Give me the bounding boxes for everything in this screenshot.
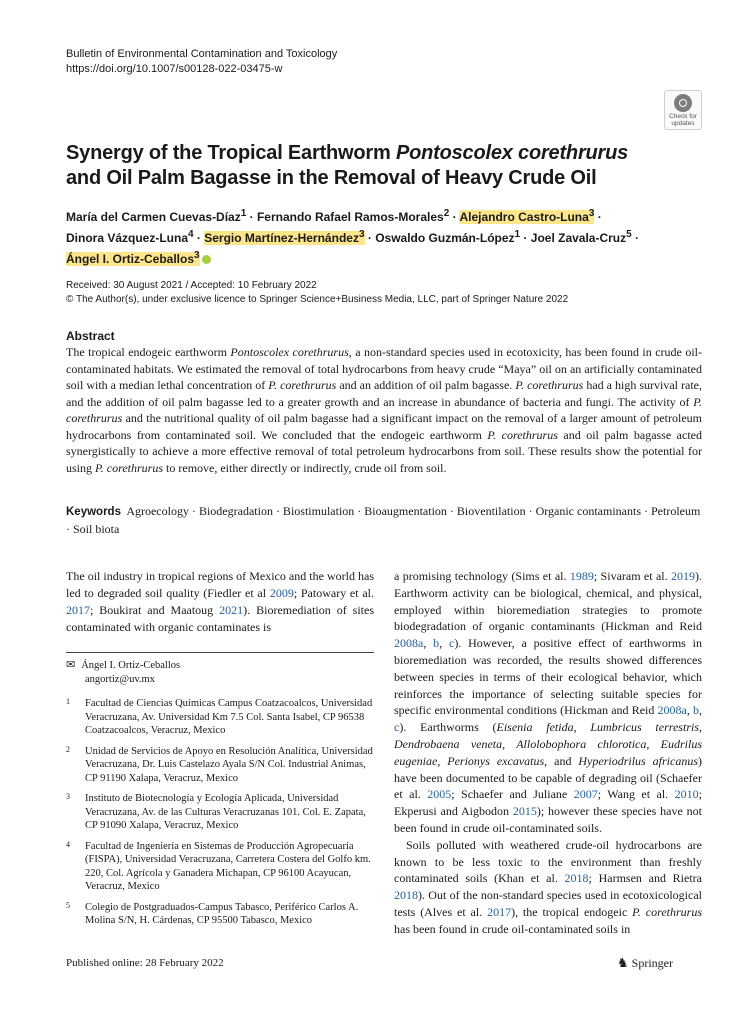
citation-link[interactable]: 2010 xyxy=(674,787,699,802)
author-name[interactable]: Oswaldo Guzmán-López$^1$ xyxy=(375,229,521,245)
author-name-highlighted[interactable]: Sergio Martínez-Hernández$^3$ xyxy=(204,229,365,245)
keywords-list: Agroecology · Biodegradation · Biostimulation · Bioaugmentation · Bioventilation · Organic contaminants · Petroleum · Soil biota xyxy=(66,504,701,536)
paragraph: a promising technology (Sims et al. 1989; Sivaram et al. 2019). Earthworm activity can be biological, chemical, and physical, employed within bioremediation strategies to promote biodegradation of organic contaminants (Hickman and Reid 2008a, b, c). However, a positive effect of earthworms in bioremediation was recorded, the results showed differences between species in terms of their ecological behavior, which reinforces the importance of selecting suitable species for specific environmental conditions (Hickman and Reid 2008a, b, c). Earthworms (Eisenia fetida, Lumbricus terrestris, Dendrobaena veneta, Allolobophora chlorotica, Eudrilus eugeniae, Perionys excavatus, and Hyperiodrilus africanus) have been documented to be capable of degrading oil (Schaefer et al. 2005; Schaefer and Juliane 2007; Wang et al. 2010; Ekperusi and Aigbodon 2015); however these species have not been found in crude oil-contaminated soils. xyxy=(394,569,703,835)
affiliation: 2 Unidad de Servicios de Apoyo en Resolución Analítica, Universidad Veracruzana, Dr. Luis Castelazo Ayala S/N Col. Industrial Animas, CP 91190 Xalapa, Veracruz, Mexico xyxy=(66,744,373,784)
author-name[interactable]: Fernando Rafael Ramos-Morales$^2$ xyxy=(256,208,450,224)
affiliation: 4 Facultad de Ingeniería en Sistemas de Producción Agropecuaria (FISPA), Universidad Veracruzana, Carretera Costera del Golfo km. 220, Col. Agrícola y Ganadera Michapan, CP 96100 Acayucan, Veracruz, Mexico xyxy=(66,839,371,892)
citation-link[interactable]: 2007 xyxy=(573,787,598,802)
springer-horse-icon: ♞ xyxy=(617,955,629,970)
keywords xyxy=(66,503,702,538)
citation-link[interactable]: 2018 xyxy=(394,888,418,903)
springer-logo: ♞ Springer xyxy=(617,955,673,970)
check-for-updates-icon xyxy=(674,94,692,112)
affiliation: 5 Colegio de Postgraduados-Campus Tabasco, Periférico Carlos A. Molina S/N, H. Cárdenas, CP 95500 Tabasco, Mexico xyxy=(66,900,359,926)
affiliation: 1 Facultad de Ciencias Químicas Campus Coatzacoalcos, Universidad Veracruzana, Av. Universidad Km 7.5 Col. Santa Isabel, CP 96538 Coatzacoalcos, Veracruz, Mexico xyxy=(66,697,373,736)
citation-link[interactable]: 2021 xyxy=(219,602,244,617)
author-name[interactable]: Joel Zavala-Cruz$^5$ xyxy=(530,229,632,245)
citation-link[interactable]: 2017 xyxy=(66,602,90,617)
author-list: María del Carmen Cuevas-Díaz$^1$ · Fernando Rafael Ramos-Morales$^2$ · Alejandro Castro-Luna$^3$ · Dinora Vázquez-Luna$^4$ · Sergio Martínez-Hernández$^3$ · Oswaldo Guzmán-López$^1$ · Joel Zavala-Cruz$^5$ · Ángel I. Ortiz-Ceballos$^3$ xyxy=(66,208,640,266)
article-dates xyxy=(66,279,568,307)
abstract-heading: Abstract xyxy=(66,329,115,343)
body-left-column: The oil industry in tropical regions of Mexico and the world has led to degraded soil quality (Fiedler et al 2009; Patowary et al. 2017; Boukirat and Maatoug 2021). Bioremediation of sites contaminated with organic contaminates is xyxy=(66,569,375,634)
orcid-icon[interactable] xyxy=(202,255,211,264)
corresponding-author: Ángel I. Ortiz-Ceballos xyxy=(81,660,181,671)
author-name[interactable]: Dinora Vázquez-Luna$^4$ xyxy=(66,229,194,245)
journal-header xyxy=(66,47,337,77)
citation-link[interactable]: 2015 xyxy=(512,804,537,819)
citation-link[interactable]: 2019 xyxy=(670,569,695,583)
author-name[interactable]: María del Carmen Cuevas-Díaz$^1$ xyxy=(66,208,247,224)
paragraph: Soils polluted with weathered crude-oil hydrocarbons are known to be less toxic to the environment than freshly contaminated soils (Khan et al. 2018; Harmsen and Rietra 2018). Out of the non-standard species used in ecotoxicological tests (Alves et al. 2017), the tropical endogeic P. corethrurus has been found in crude oil-contaminated soils in xyxy=(394,837,702,936)
citation-link[interactable]: 2008a xyxy=(394,636,424,651)
envelope-icon: ✉ xyxy=(66,659,76,671)
check-for-updates-badge[interactable] xyxy=(664,90,702,130)
article-title: Synergy of the Tropical Earthworm Pontoscolex corethrurus and Oil Palm Bagasse in the Removal of Heavy Crude Oil xyxy=(66,142,629,189)
citation-link[interactable]: 2018 xyxy=(564,871,589,886)
doi-link[interactable]: https://doi.org/10.1007/s00128-022-03475-w xyxy=(66,63,283,75)
author-name-highlighted[interactable]: Alejandro Castro-Luna$^3$ xyxy=(459,208,595,224)
citation-link[interactable]: 1989 xyxy=(569,569,594,583)
citation-link[interactable]: c xyxy=(448,636,455,651)
keywords-label: Keywords xyxy=(66,506,121,518)
footnote-divider xyxy=(66,652,374,653)
journal-name: Bulletin of Environmental Contamination and Toxicology xyxy=(66,48,338,60)
citation-link[interactable]: b xyxy=(433,636,440,651)
check-for-updates-label: Check for updates xyxy=(669,113,697,127)
citation-link[interactable]: 2008a xyxy=(657,703,687,718)
received-accepted: Received: 30 August 2021 / Accepted: 10 February 2022 xyxy=(66,280,317,291)
citation-link[interactable]: 2017 xyxy=(487,904,512,919)
published-online: Published online: 28 February 2022 xyxy=(66,957,224,969)
affiliations xyxy=(66,697,374,935)
corresponding-email[interactable]: angortiz@uv.mx xyxy=(85,674,155,685)
abstract-text: The tropical endogeic earthworm Pontoscolex corethrurus, a non-standard species used in ecotoxicity, has been found in crude oil-contaminated habitats. We estimated the removal of total hydrocarbons from heavy crude “Maya” oil on an artificially contaminated soil with a median lethal concentration of P. corethrurus and an addition of oil palm bagasse. P. corethrurus had a high survival rate, and the addition of oil palm bagasse led to a greater growth and an increase in abundance of bacteria and fungi. The activity of P. corethrurus and the nutritional quality of oil palm bagasse had a significant impact on the removal of a larger amount of petroleum hydrocarbons from contaminated soil. We concluded that the endogeic earthworm P. corethrurus and oil palm bagasse acted synergistically to achieve a more effective removal of total petroleum hydrocarbons from soil. These results show the potential for using P. corethrurus to remove, either directly or indirectly, crude oil from soil. xyxy=(66,345,702,475)
author-name-highlighted[interactable]: Ángel I. Ortiz-Ceballos$^3$ xyxy=(66,250,200,266)
citation-link[interactable]: 2009 xyxy=(269,585,294,600)
citation-link[interactable]: b xyxy=(693,703,700,718)
correspondence xyxy=(66,658,180,687)
affiliation: 3 Instituto de Biotecnología y Ecología Aplicada, Universidad Veracruzana, Av. de las Culturas Veracruzanas 101. Col. E. Zapata, CP 91090 Xalapa, Veracruz, Mexico xyxy=(66,792,366,831)
citation-link[interactable]: c xyxy=(394,720,400,735)
body-right-column xyxy=(394,568,702,938)
copyright-line: © The Author(s), under exclusive licence to Springer Science+Business Media, LLC, part of Springer Nature 2022 xyxy=(66,294,569,305)
citation-link[interactable]: 2005 xyxy=(427,787,452,802)
